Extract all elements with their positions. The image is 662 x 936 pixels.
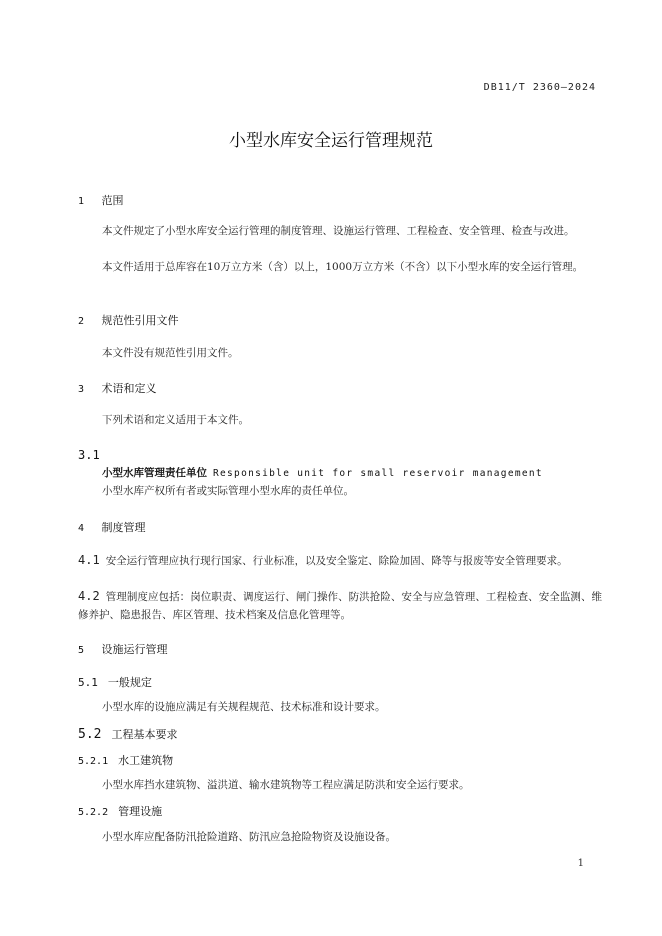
clause-5-2-2-text: 小型水库应配备防汛抢险道路、防汛应急抢险物资及设施设备。 [102,831,396,843]
section-number: 4 [78,523,85,534]
clause-number: 4.2 [78,589,100,603]
clause-number: 5.2 [78,727,102,742]
clause-number: 5.2.1 [78,756,109,767]
clause-5-1-heading [78,674,152,690]
section-3-heading [78,380,157,396]
clause-5-2-heading [78,726,177,742]
clause-4-2 [78,587,602,624]
section-3-paragraph-1: 下列术语和定义适用于本文件。 [102,414,249,426]
clause-text: 管理制度应包括：岗位职责、调度运行、闸门操作、防洪抢险、安全与应急管理、工程检查、安全监测、维修养护、隐患报告、库区管理、技术档案及信息化管理等。 [78,591,602,621]
clause-5-1-text: 小型水库的设施应满足有关规程规范、技术标准和设计要求。 [102,701,386,713]
section-number: 1 [78,196,85,207]
section-1-paragraph-2: 本文件适用于总库容在10万立方米（含）以上，1000万立方米（不含）以下小型水库的安全运行管理。 [102,261,584,273]
clause-number: 4.1 [78,553,100,567]
section-5-heading [78,641,168,657]
clause-5-2-1-heading [78,752,173,768]
section-title: 规范性引用文件 [101,314,179,327]
clause-5-2-1-text: 小型水库挡水建筑物、溢洪道、输水建筑物等工程应满足防洪和安全运行要求。 [102,779,470,791]
section-title: 术语和定义 [101,382,157,395]
section-title: 范围 [101,194,124,207]
section-number: 2 [78,316,85,327]
clause-number: 5.1 [78,676,98,689]
term-entry [102,465,543,480]
clause-title: 工程基本要求 [111,728,178,741]
clause-4-1 [78,551,602,570]
clause-5-2-2-heading [78,803,162,819]
term-english: Responsible unit for small reservoir management [213,468,543,479]
section-2-paragraph-1: 本文件没有规范性引用文件。 [102,347,239,359]
term-chinese: 小型水库管理责任单位 [102,467,207,479]
clause-title: 一般规定 [107,676,152,689]
document-title: 小型水库安全运行管理规范 [229,131,433,151]
section-title: 制度管理 [101,521,146,534]
clause-title: 水工建筑物 [118,754,174,767]
clause-text: 安全运行管理应执行现行国家、行业标准，以及安全鉴定、除险加固、降等与报废等安全管理要求。 [105,555,568,567]
term-number: 3.1 [78,448,100,462]
section-1-heading [78,192,124,208]
term-definition: 小型水库产权所有者或实际管理小型水库的责任单位。 [102,485,354,497]
document-code: DB11/T 2360—2024 [483,82,596,93]
section-4-heading [78,519,146,535]
section-1-paragraph-1: 本文件规定了小型水库安全运行管理的制度管理、设施运行管理、工程检查、安全管理、检查与改进。 [102,225,575,237]
clause-number: 5.2.2 [78,807,109,818]
section-2-heading [78,312,179,328]
clause-title: 管理设施 [118,805,163,818]
section-title: 设施运行管理 [101,643,168,656]
page-number: 1 [577,858,584,869]
section-number: 5 [78,645,85,656]
section-number: 3 [78,384,85,395]
